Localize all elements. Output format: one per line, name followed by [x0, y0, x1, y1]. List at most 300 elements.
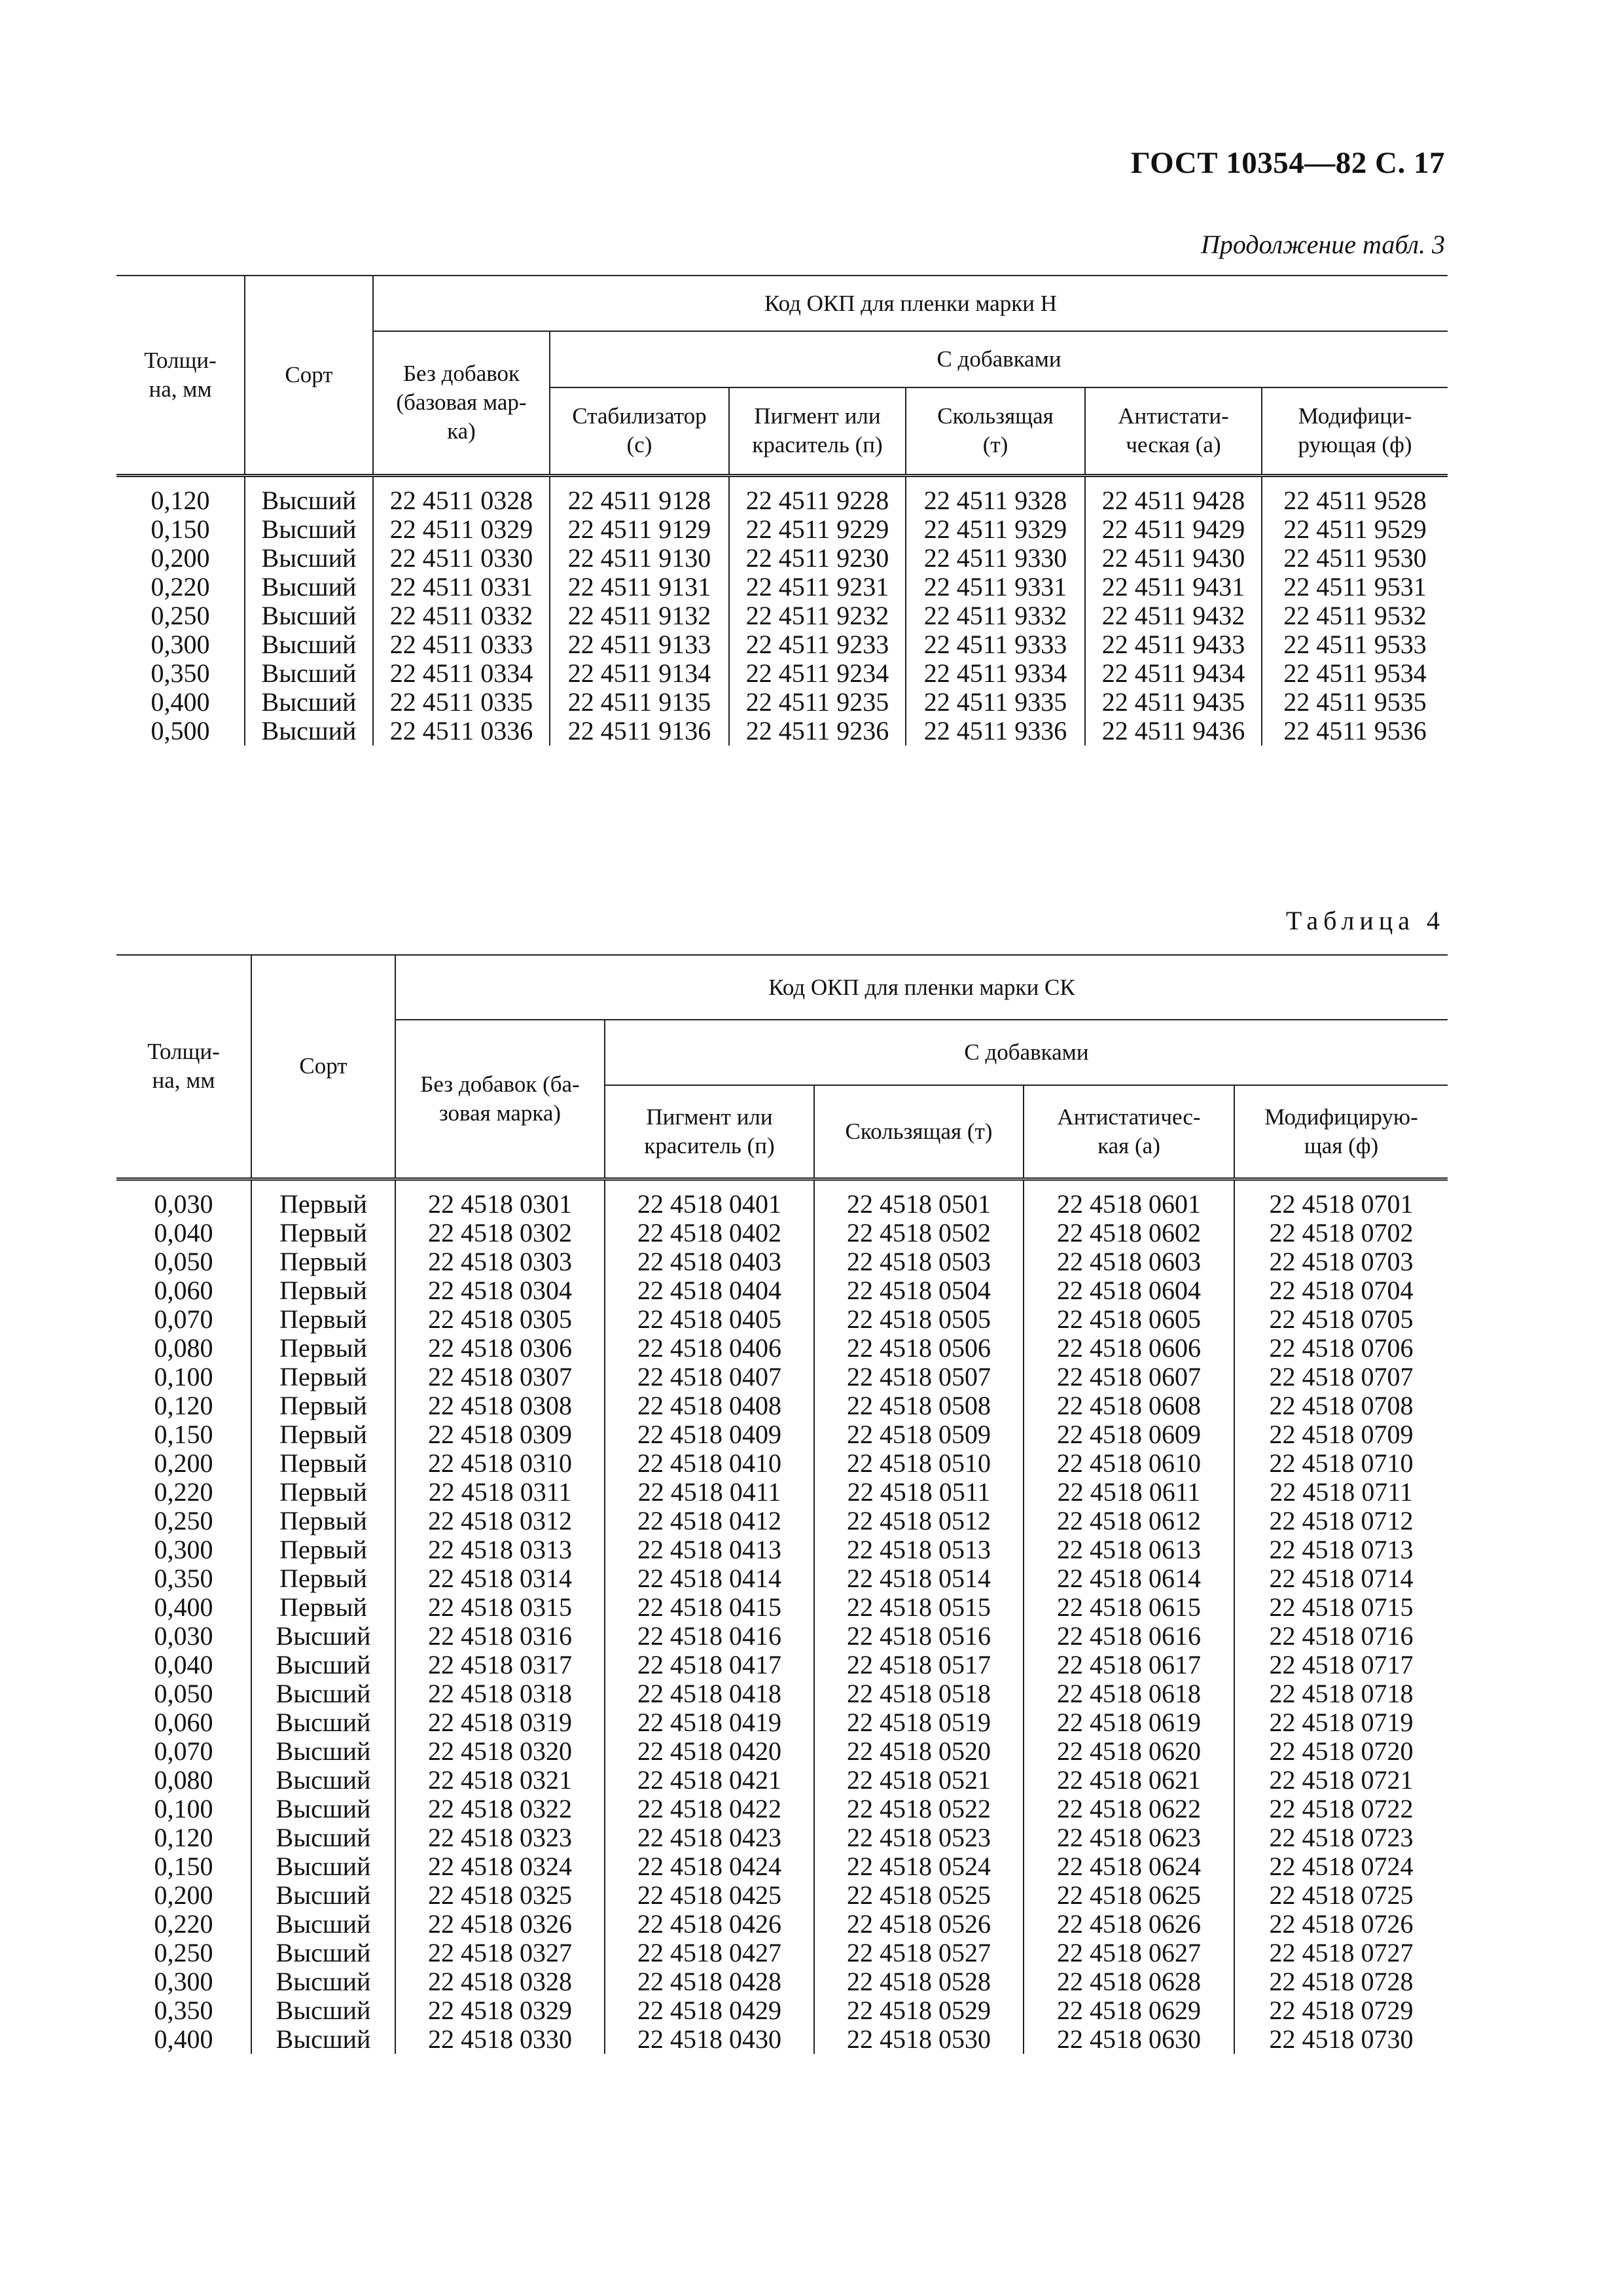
- table-row: [116, 1795, 1448, 1823]
- okp-code-cell: 22 4518 0507: [814, 1363, 1024, 1391]
- thickness-cell: 0,030: [154, 1189, 213, 1219]
- okp-code-cell: 22 4518 0718: [1234, 1679, 1448, 1708]
- okp-code-cell: 22 4518 0302: [395, 1219, 605, 1247]
- okp-code-cell: 22 4518 0628: [1024, 1967, 1234, 1996]
- table3: [116, 275, 1448, 745]
- grade-cell: Первый: [251, 1305, 395, 1334]
- okp-code-cell: 22 4511 9535: [1262, 688, 1448, 717]
- okp-code-cell: 22 4511 9431: [1085, 573, 1262, 601]
- okp-code-cell: 22 4511 9234: [729, 659, 906, 688]
- okp-code-cell: 22 4511 9434: [1085, 659, 1262, 688]
- table-row: [116, 1679, 1448, 1708]
- table4-caption: Таблица 4: [1285, 906, 1445, 935]
- okp-code-cell: 22 4511 9433: [1085, 630, 1262, 659]
- okp-code-cell: 22 4518 0526: [814, 1910, 1024, 1939]
- table-row: [116, 573, 1448, 601]
- grade-cell: Первый: [251, 1593, 395, 1622]
- okp-code-cell: 22 4518 0317: [395, 1651, 605, 1679]
- table-row: [116, 1622, 1448, 1651]
- grade-cell: Высший: [251, 2025, 395, 2054]
- okp-code-cell: 22 4511 9236: [729, 717, 906, 745]
- table3-body: [116, 475, 1448, 745]
- okp-code-cell: 22 4518 0601: [1024, 1179, 1234, 1219]
- grade-cell: Высший: [251, 1910, 395, 1939]
- okp-code-cell: 22 4518 0716: [1234, 1622, 1448, 1651]
- grade-cell: Первый: [251, 1247, 395, 1276]
- thickness-cell: 0,220: [154, 1909, 213, 1939]
- okp-code-cell: 22 4511 9129: [550, 515, 729, 544]
- okp-code-cell: 22 4518 0415: [605, 1593, 814, 1622]
- header-grade: Сорт: [251, 955, 395, 1179]
- okp-code-cell: 22 4518 0511: [814, 1478, 1024, 1507]
- thickness-cell: 0,300: [151, 629, 210, 659]
- okp-code-cell: 22 4518 0418: [605, 1679, 814, 1708]
- okp-code-cell: 22 4511 0335: [373, 688, 550, 717]
- table-row: [116, 1276, 1448, 1305]
- table-row: [116, 717, 1448, 745]
- header-pigment: Пигмент или краситель (п): [605, 1085, 814, 1179]
- table-row: [116, 1852, 1448, 1881]
- okp-code-cell: 22 4511 9235: [729, 688, 906, 717]
- thickness-cell: 0,120: [151, 485, 210, 515]
- okp-code-cell: 22 4518 0724: [1234, 1852, 1448, 1881]
- okp-code-cell: 22 4518 0624: [1024, 1852, 1234, 1881]
- thickness-cell: 0,400: [154, 1592, 213, 1622]
- okp-code-cell: 22 4511 9230: [729, 544, 906, 573]
- okp-code-cell: 22 4511 0336: [373, 717, 550, 745]
- thickness-cell: 0,220: [154, 1477, 213, 1507]
- okp-code-cell: 22 4511 9331: [906, 573, 1085, 601]
- okp-code-cell: 22 4518 0310: [395, 1449, 605, 1478]
- grade-cell: Высший: [245, 717, 373, 745]
- table4: [116, 954, 1448, 2054]
- header-okp-group: Код ОКП для пленки марки Н: [373, 276, 1448, 331]
- okp-code-cell: 22 4511 9529: [1262, 515, 1448, 544]
- okp-code-cell: 22 4518 0528: [814, 1967, 1024, 1996]
- okp-code-cell: 22 4518 0723: [1234, 1823, 1448, 1852]
- okp-code-cell: 22 4518 0522: [814, 1795, 1024, 1823]
- grade-cell: Высший: [251, 1708, 395, 1737]
- grade-cell: Первый: [251, 1535, 395, 1564]
- table-row: [116, 1651, 1448, 1679]
- okp-code-cell: 22 4511 9536: [1262, 717, 1448, 745]
- okp-code-cell: 22 4518 0625: [1024, 1881, 1234, 1910]
- thickness-cell: 0,100: [154, 1793, 213, 1823]
- okp-code-cell: 22 4518 0521: [814, 1766, 1024, 1795]
- okp-code-cell: 22 4518 0721: [1234, 1766, 1448, 1795]
- grade-cell: Высший: [251, 1823, 395, 1852]
- okp-code-cell: 22 4518 0524: [814, 1852, 1024, 1881]
- okp-code-cell: 22 4518 0519: [814, 1708, 1024, 1737]
- table-row: [116, 688, 1448, 717]
- okp-code-cell: 22 4518 0520: [814, 1737, 1024, 1766]
- okp-code-cell: 22 4518 0717: [1234, 1651, 1448, 1679]
- okp-code-cell: 22 4518 0705: [1234, 1305, 1448, 1334]
- thickness-cell: 0,060: [154, 1275, 213, 1305]
- okp-code-cell: 22 4518 0426: [605, 1910, 814, 1939]
- okp-code-cell: 22 4518 0301: [395, 1179, 605, 1219]
- table-row: [116, 1996, 1448, 2025]
- header-stabilizer: Стабилизатор (с): [550, 387, 729, 475]
- okp-code-cell: 22 4518 0630: [1024, 2025, 1234, 2054]
- header-with-additives: С добавками: [605, 1020, 1448, 1085]
- okp-code-cell: 22 4518 0308: [395, 1391, 605, 1420]
- grade-cell: Высший: [251, 1737, 395, 1766]
- okp-code-cell: 22 4518 0421: [605, 1766, 814, 1795]
- okp-code-cell: 22 4511 9130: [550, 544, 729, 573]
- thickness-cell: 0,030: [154, 1621, 213, 1651]
- header-pigment: Пигмент или краситель (п): [729, 387, 906, 475]
- grade-cell: Первый: [251, 1420, 395, 1449]
- okp-code-cell: 22 4518 0516: [814, 1622, 1024, 1651]
- okp-code-cell: 22 4511 9233: [729, 630, 906, 659]
- okp-code-cell: 22 4518 0306: [395, 1334, 605, 1363]
- okp-code-cell: 22 4518 0406: [605, 1334, 814, 1363]
- grade-cell: Высший: [245, 659, 373, 688]
- okp-code-cell: 22 4518 0326: [395, 1910, 605, 1939]
- thickness-cell: 0,070: [154, 1736, 213, 1766]
- okp-code-cell: 22 4518 0407: [605, 1363, 814, 1391]
- grade-cell: Первый: [251, 1334, 395, 1363]
- okp-code-cell: 22 4518 0428: [605, 1967, 814, 1996]
- okp-code-cell: 22 4511 9135: [550, 688, 729, 717]
- okp-code-cell: 22 4511 9329: [906, 515, 1085, 544]
- okp-code-cell: 22 4518 0620: [1024, 1737, 1234, 1766]
- header-antistatic: Антистати- ческая (а): [1085, 387, 1262, 475]
- okp-code-cell: 22 4511 9134: [550, 659, 729, 688]
- thickness-cell: 0,120: [154, 1390, 213, 1420]
- grade-cell: Первый: [251, 1276, 395, 1305]
- grade-cell: Высший: [251, 1795, 395, 1823]
- okp-code-cell: 22 4518 0502: [814, 1219, 1024, 1247]
- okp-code-cell: 22 4518 0414: [605, 1564, 814, 1593]
- table-row: [116, 475, 1448, 515]
- okp-code-cell: 22 4518 0702: [1234, 1219, 1448, 1247]
- okp-code-cell: 22 4511 9435: [1085, 688, 1262, 717]
- table-row: [116, 1708, 1448, 1737]
- table-row: [116, 1420, 1448, 1449]
- okp-code-cell: 22 4518 0610: [1024, 1449, 1234, 1478]
- okp-code-cell: 22 4518 0727: [1234, 1939, 1448, 1967]
- okp-code-cell: 22 4518 0311: [395, 1478, 605, 1507]
- table-row: [116, 1737, 1448, 1766]
- okp-code-cell: 22 4511 9228: [729, 475, 906, 515]
- grade-cell: Первый: [251, 1219, 395, 1247]
- header-no-additives: Без добавок (ба- зовая марка): [395, 1020, 605, 1179]
- table-row: [116, 1564, 1448, 1593]
- okp-code-cell: 22 4518 0725: [1234, 1881, 1448, 1910]
- okp-code-cell: 22 4518 0427: [605, 1939, 814, 1967]
- okp-code-cell: 22 4518 0621: [1024, 1766, 1234, 1795]
- table-row: [116, 1910, 1448, 1939]
- okp-code-cell: 22 4511 9429: [1085, 515, 1262, 544]
- thickness-cell: 0,400: [154, 2024, 213, 2054]
- okp-code-cell: 22 4511 9428: [1085, 475, 1262, 515]
- okp-code-cell: 22 4518 0413: [605, 1535, 814, 1564]
- table-row: [116, 2025, 1448, 2054]
- okp-code-cell: 22 4518 0720: [1234, 1737, 1448, 1766]
- table3-continuation-caption: Продолжение табл. 3: [1200, 230, 1445, 259]
- header-grade: Сорт: [245, 276, 373, 475]
- okp-code-cell: 22 4518 0617: [1024, 1651, 1234, 1679]
- okp-code-cell: 22 4511 9332: [906, 601, 1085, 630]
- okp-code-cell: 22 4518 0503: [814, 1247, 1024, 1276]
- header-with-additives: С добавками: [550, 331, 1448, 387]
- okp-code-cell: 22 4511 9136: [550, 717, 729, 745]
- header-slip: Скользящая (т): [814, 1085, 1024, 1179]
- table-row: [116, 515, 1448, 544]
- okp-code-cell: 22 4518 0730: [1234, 2025, 1448, 2054]
- okp-code-cell: 22 4518 0627: [1024, 1939, 1234, 1967]
- okp-code-cell: 22 4518 0319: [395, 1708, 605, 1737]
- okp-code-cell: 22 4518 0501: [814, 1179, 1024, 1219]
- grade-cell: Первый: [251, 1363, 395, 1391]
- grade-cell: Высший: [245, 475, 373, 515]
- okp-code-cell: 22 4518 0412: [605, 1507, 814, 1535]
- thickness-cell: 0,400: [151, 687, 210, 717]
- okp-code-cell: 22 4518 0403: [605, 1247, 814, 1276]
- okp-code-cell: 22 4518 0305: [395, 1305, 605, 1334]
- okp-code-cell: 22 4518 0517: [814, 1651, 1024, 1679]
- table-row: [116, 1881, 1448, 1910]
- okp-code-cell: 22 4511 9132: [550, 601, 729, 630]
- okp-code-cell: 22 4518 0604: [1024, 1276, 1234, 1305]
- header-thickness: Толщи- на, мм: [116, 955, 251, 1179]
- okp-code-cell: 22 4518 0703: [1234, 1247, 1448, 1276]
- okp-code-cell: 22 4518 0324: [395, 1852, 605, 1881]
- okp-code-cell: 22 4511 9430: [1085, 544, 1262, 573]
- grade-cell: Первый: [251, 1478, 395, 1507]
- okp-code-cell: 22 4511 9531: [1262, 573, 1448, 601]
- table-row: [116, 1391, 1448, 1420]
- okp-code-cell: 22 4518 0706: [1234, 1334, 1448, 1363]
- okp-code-cell: 22 4511 9336: [906, 717, 1085, 745]
- okp-code-cell: 22 4518 0529: [814, 1996, 1024, 2025]
- okp-code-cell: 22 4518 0515: [814, 1593, 1024, 1622]
- table-row: [116, 1449, 1448, 1478]
- thickness-cell: 0,080: [154, 1765, 213, 1795]
- grade-cell: Высший: [251, 1651, 395, 1679]
- grade-cell: Высший: [251, 1967, 395, 1996]
- okp-code-cell: 22 4511 0334: [373, 659, 550, 688]
- grade-cell: Высший: [251, 1939, 395, 1967]
- thickness-cell: 0,150: [154, 1419, 213, 1449]
- okp-code-cell: 22 4518 0312: [395, 1507, 605, 1535]
- thickness-cell: 0,060: [154, 1707, 213, 1737]
- okp-code-cell: 22 4518 0722: [1234, 1795, 1448, 1823]
- okp-code-cell: 22 4518 0605: [1024, 1305, 1234, 1334]
- okp-code-cell: 22 4511 9335: [906, 688, 1085, 717]
- okp-code-cell: 22 4518 0318: [395, 1679, 605, 1708]
- okp-code-cell: 22 4518 0719: [1234, 1708, 1448, 1737]
- grade-cell: Высший: [245, 515, 373, 544]
- okp-code-cell: 22 4518 0320: [395, 1737, 605, 1766]
- okp-code-cell: 22 4518 0701: [1234, 1179, 1448, 1219]
- table-row: [116, 1363, 1448, 1391]
- okp-code-cell: 22 4518 0325: [395, 1881, 605, 1910]
- table-row: [116, 630, 1448, 659]
- okp-code-cell: 22 4511 9328: [906, 475, 1085, 515]
- table-row: [116, 1823, 1448, 1852]
- okp-code-cell: 22 4518 0512: [814, 1507, 1024, 1535]
- okp-code-cell: 22 4511 0331: [373, 573, 550, 601]
- okp-code-cell: 22 4518 0322: [395, 1795, 605, 1823]
- okp-code-cell: 22 4518 0304: [395, 1276, 605, 1305]
- okp-code-cell: 22 4518 0404: [605, 1276, 814, 1305]
- okp-code-cell: 22 4518 0714: [1234, 1564, 1448, 1593]
- thickness-cell: 0,050: [154, 1678, 213, 1708]
- table-row: [116, 1507, 1448, 1535]
- okp-code-cell: 22 4511 0333: [373, 630, 550, 659]
- okp-code-cell: 22 4518 0411: [605, 1478, 814, 1507]
- okp-code-cell: 22 4518 0622: [1024, 1795, 1234, 1823]
- okp-code-cell: 22 4518 0602: [1024, 1219, 1234, 1247]
- okp-code-cell: 22 4518 0715: [1234, 1593, 1448, 1622]
- okp-code-cell: 22 4518 0606: [1024, 1334, 1234, 1363]
- page-header: ГОСТ 10354—82 С. 17: [1130, 146, 1445, 180]
- table4-body: [116, 1179, 1448, 2054]
- okp-code-cell: 22 4518 0623: [1024, 1823, 1234, 1852]
- okp-code-cell: 22 4518 0510: [814, 1449, 1024, 1478]
- grade-cell: Высший: [245, 630, 373, 659]
- okp-code-cell: 22 4511 9533: [1262, 630, 1448, 659]
- okp-code-cell: 22 4518 0530: [814, 2025, 1024, 2054]
- okp-code-cell: 22 4518 0523: [814, 1823, 1024, 1852]
- okp-code-cell: 22 4518 0430: [605, 2025, 814, 2054]
- okp-code-cell: 22 4511 9333: [906, 630, 1085, 659]
- okp-code-cell: 22 4518 0616: [1024, 1622, 1234, 1651]
- okp-code-cell: 22 4518 0615: [1024, 1593, 1234, 1622]
- okp-code-cell: 22 4518 0708: [1234, 1391, 1448, 1420]
- okp-code-cell: 22 4518 0607: [1024, 1363, 1234, 1391]
- okp-code-cell: 22 4518 0422: [605, 1795, 814, 1823]
- grade-cell: Высший: [245, 573, 373, 601]
- okp-code-cell: 22 4518 0713: [1234, 1535, 1448, 1564]
- grade-cell: Высший: [245, 544, 373, 573]
- thickness-cell: 0,250: [154, 1505, 213, 1535]
- okp-code-cell: 22 4518 0323: [395, 1823, 605, 1852]
- okp-code-cell: 22 4518 0425: [605, 1881, 814, 1910]
- okp-code-cell: 22 4518 0424: [605, 1852, 814, 1881]
- okp-code-cell: 22 4518 0327: [395, 1939, 605, 1967]
- okp-code-cell: 22 4518 0611: [1024, 1478, 1234, 1507]
- okp-code-cell: 22 4518 0314: [395, 1564, 605, 1593]
- okp-code-cell: 22 4518 0629: [1024, 1996, 1234, 2025]
- okp-code-cell: 22 4518 0509: [814, 1420, 1024, 1449]
- thickness-cell: 0,250: [151, 600, 210, 630]
- thickness-cell: 0,350: [154, 1995, 213, 2025]
- okp-code-cell: 22 4511 9131: [550, 573, 729, 601]
- okp-code-cell: 22 4511 9232: [729, 601, 906, 630]
- okp-code-cell: 22 4518 0410: [605, 1449, 814, 1478]
- okp-code-cell: 22 4518 0709: [1234, 1420, 1448, 1449]
- okp-code-cell: 22 4518 0704: [1234, 1276, 1448, 1305]
- okp-code-cell: 22 4518 0330: [395, 2025, 605, 2054]
- thickness-cell: 0,500: [151, 715, 210, 745]
- okp-code-cell: 22 4511 9231: [729, 573, 906, 601]
- okp-code-cell: 22 4511 9534: [1262, 659, 1448, 688]
- okp-code-cell: 22 4518 0405: [605, 1305, 814, 1334]
- okp-code-cell: 22 4511 9528: [1262, 475, 1448, 515]
- thickness-cell: 0,300: [154, 1966, 213, 1996]
- okp-code-cell: 22 4518 0613: [1024, 1535, 1234, 1564]
- okp-code-cell: 22 4518 0525: [814, 1881, 1024, 1910]
- table-row: [116, 544, 1448, 573]
- okp-code-cell: 22 4511 9133: [550, 630, 729, 659]
- okp-code-cell: 22 4518 0309: [395, 1420, 605, 1449]
- okp-code-cell: 22 4518 0729: [1234, 1996, 1448, 2025]
- okp-code-cell: 22 4518 0513: [814, 1535, 1024, 1564]
- grade-cell: Высший: [251, 1996, 395, 2025]
- okp-code-cell: 22 4518 0609: [1024, 1420, 1234, 1449]
- thickness-cell: 0,200: [154, 1880, 213, 1910]
- okp-code-cell: 22 4518 0307: [395, 1363, 605, 1391]
- okp-code-cell: 22 4518 0614: [1024, 1564, 1234, 1593]
- thickness-cell: 0,200: [151, 543, 210, 573]
- table-row: [116, 1967, 1448, 1996]
- thickness-cell: 0,050: [154, 1246, 213, 1276]
- thickness-cell: 0,150: [151, 514, 210, 544]
- okp-code-cell: 22 4511 9532: [1262, 601, 1448, 630]
- table-row: [116, 659, 1448, 688]
- okp-code-cell: 22 4518 0416: [605, 1622, 814, 1651]
- grade-cell: Высший: [251, 1766, 395, 1795]
- okp-code-cell: 22 4518 0316: [395, 1622, 605, 1651]
- okp-code-cell: 22 4518 0618: [1024, 1679, 1234, 1708]
- okp-code-cell: 22 4518 0504: [814, 1276, 1024, 1305]
- thickness-cell: 0,350: [151, 658, 210, 688]
- table-row: [116, 1593, 1448, 1622]
- table-row: [116, 1478, 1448, 1507]
- header-modifying: Модифицирую- щая (ф): [1234, 1085, 1448, 1179]
- thickness-cell: 0,070: [154, 1304, 213, 1334]
- grade-cell: Высший: [251, 1679, 395, 1708]
- thickness-cell: 0,080: [154, 1333, 213, 1363]
- thickness-cell: 0,040: [154, 1649, 213, 1679]
- thickness-cell: 0,040: [154, 1217, 213, 1247]
- okp-code-cell: 22 4518 0527: [814, 1939, 1024, 1967]
- grade-cell: Первый: [251, 1449, 395, 1478]
- okp-code-cell: 22 4511 0330: [373, 544, 550, 573]
- thickness-cell: 0,220: [151, 571, 210, 601]
- thickness-cell: 0,250: [154, 1937, 213, 1967]
- grade-cell: Первый: [251, 1179, 395, 1219]
- okp-code-cell: 22 4518 0508: [814, 1391, 1024, 1420]
- okp-code-cell: 22 4518 0710: [1234, 1449, 1448, 1478]
- table-row: [116, 1535, 1448, 1564]
- thickness-cell: 0,350: [154, 1563, 213, 1593]
- okp-code-cell: 22 4518 0417: [605, 1651, 814, 1679]
- okp-code-cell: 22 4511 9530: [1262, 544, 1448, 573]
- okp-code-cell: 22 4511 9432: [1085, 601, 1262, 630]
- header-antistatic: Антистатичес- кая (а): [1024, 1085, 1234, 1179]
- okp-code-cell: 22 4518 0321: [395, 1766, 605, 1795]
- okp-code-cell: 22 4518 0409: [605, 1420, 814, 1449]
- okp-code-cell: 22 4518 0420: [605, 1737, 814, 1766]
- thickness-cell: 0,100: [154, 1361, 213, 1391]
- okp-code-cell: 22 4518 0612: [1024, 1507, 1234, 1535]
- grade-cell: Высший: [245, 688, 373, 717]
- grade-cell: Первый: [251, 1564, 395, 1593]
- header-thickness: Толщи- на, мм: [116, 276, 245, 475]
- okp-code-cell: 22 4518 0329: [395, 1996, 605, 2025]
- okp-code-cell: 22 4518 0619: [1024, 1708, 1234, 1737]
- okp-code-cell: 22 4518 0419: [605, 1708, 814, 1737]
- okp-code-cell: 22 4518 0711: [1234, 1478, 1448, 1507]
- table-row: [116, 1334, 1448, 1363]
- okp-code-cell: 22 4518 0505: [814, 1305, 1024, 1334]
- thickness-cell: 0,120: [154, 1822, 213, 1852]
